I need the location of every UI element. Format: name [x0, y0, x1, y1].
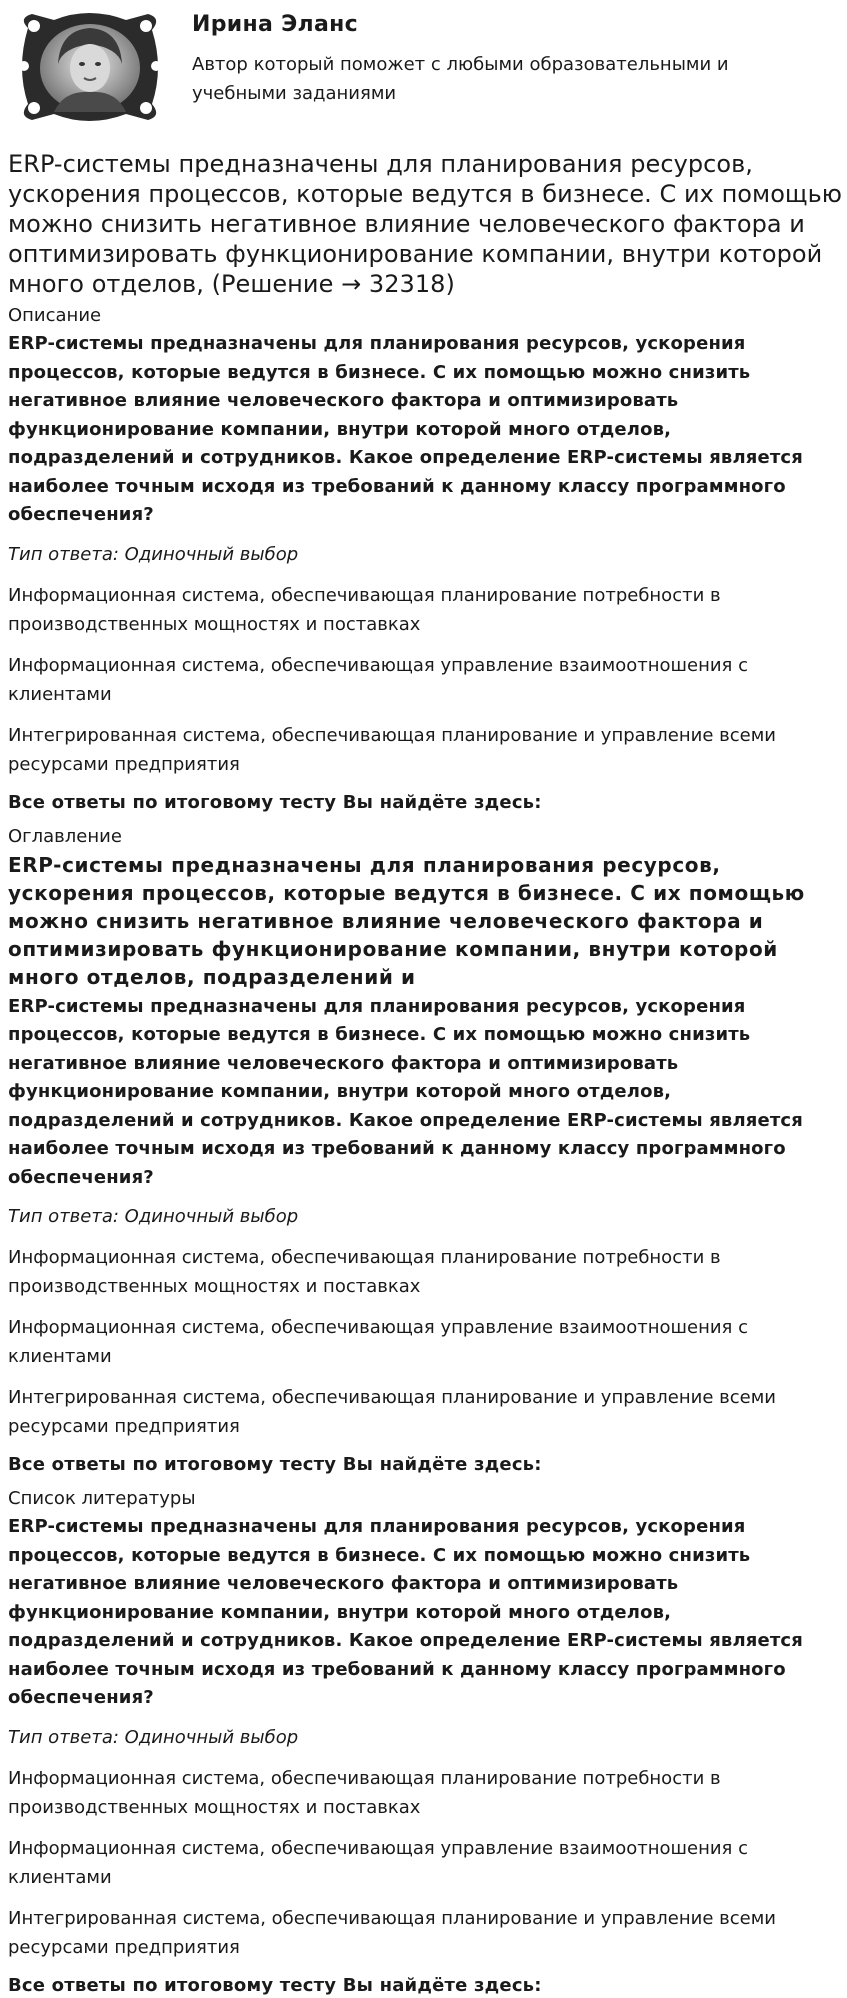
question-text: ERP-системы предназначены для планирования ресурсов, ускорения процессов, которые ведутся в бизнесе. С их помощью можно снизить негативное влияние человеческого фактора и оптимизировать функционирование компании, внутри которой много отделов, подразделений и сотрудников. Какое определение ERP-системы является наиболее точным исходя из требований к данному классу программного обеспечения?	[8, 333, 803, 525]
author-description: Автор который поможет с любыми образовательными и учебными заданиями	[192, 54, 729, 104]
section-label: Список литературы	[8, 1488, 196, 1509]
answer-option: Информационная система, обеспечивающая планирование потребности в производственных мощностях и поставках	[8, 1767, 721, 1818]
answer-type: Тип ответа: Одиночный выбор	[8, 1206, 299, 1227]
all-answers-link[interactable]: Все ответы по итоговому тесту Вы найдёте здесь:	[8, 1974, 542, 1996]
author-name[interactable]: Ирина Эланс	[192, 12, 358, 37]
answer-option: Информационная система, обеспечивающая планирование потребности в производственных мощностях и поставках	[8, 1247, 721, 1297]
toc-heading: ERP-системы предназначены для планирования ресурсов, ускорения процессов, которые ведутся в бизнесе. С их помощью можно снизить негативное влияние человеческого фактора и оптимизировать функционирование компании, внутри которой много отделов, подразделений и	[8, 852, 805, 989]
question-text: ERP-системы предназначены для планирования ресурсов, ускорения процессов, которые ведутся в бизнесе. С их помощью можно снизить негативное влияние человеческого фактора и оптимизировать функционирование компании, внутри которой много отделов, подразделений и сотрудников. Какое определение ERP-системы является наиболее точным исходя из требований к данному классу программного обеспечения?	[8, 1516, 803, 1708]
section-literature	[8, 1487, 839, 1998]
all-answers-link[interactable]: Все ответы по итоговому тесту Вы найдёте здесь:	[8, 791, 542, 813]
answer-type: Тип ответа: Одиночный выбор	[8, 543, 299, 565]
section-label: Оглавление	[8, 825, 122, 847]
answer-option: Информационная система, обеспечивающая управление взаимоотношения с клиентами	[8, 1317, 749, 1367]
answer-type: Тип ответа: Одиночный выбор	[8, 1726, 299, 1748]
answer-option: Информационная система, обеспечивающая планирование потребности в производственных мощностях и поставках	[8, 584, 721, 635]
answer-option: Информационная система, обеспечивающая управление взаимоотношения с клиентами	[8, 1837, 749, 1888]
all-answers-link[interactable]: Все ответы по итоговому тесту Вы найдёте здесь:	[8, 1454, 542, 1475]
answer-option: Интегрированная система, обеспечивающая планирование и управление всеми ресурсами предприятия	[8, 1907, 776, 1958]
section-toc	[8, 825, 839, 1478]
section-description	[8, 304, 839, 815]
question-text: ERP-системы предназначены для планирования ресурсов, ускорения процессов, которые ведутся в бизнесе. С их помощью можно снизить негативное влияние человеческого фактора и оптимизировать функционирование компании, внутри которой много отделов, подразделений и сотрудников. Какое определение ERP-системы является наиболее точным исходя из требований к данному классу программного обеспечения?	[8, 995, 803, 1188]
answer-option: Интегрированная система, обеспечивающая планирование и управление всеми ресурсами предприятия	[8, 724, 776, 775]
answer-option: Интегрированная система, обеспечивающая планирование и управление всеми ресурсами предприятия	[8, 1387, 776, 1437]
answer-option: Информационная система, обеспечивающая управление взаимоотношения с клиентами	[8, 654, 749, 705]
author-card	[8, 0, 839, 135]
section-label: Описание	[8, 305, 102, 326]
author-avatar[interactable]	[14, 8, 164, 126]
page-title: ERP-системы предназначены для планирования ресурсов, ускорения процессов, которые ведутся в бизнесе. С их помощью можно снизить негативное влияние человеческого фактора и оптимизировать функционирование компании, внутри которой много отделов, (Решение → 32318)	[8, 150, 843, 298]
